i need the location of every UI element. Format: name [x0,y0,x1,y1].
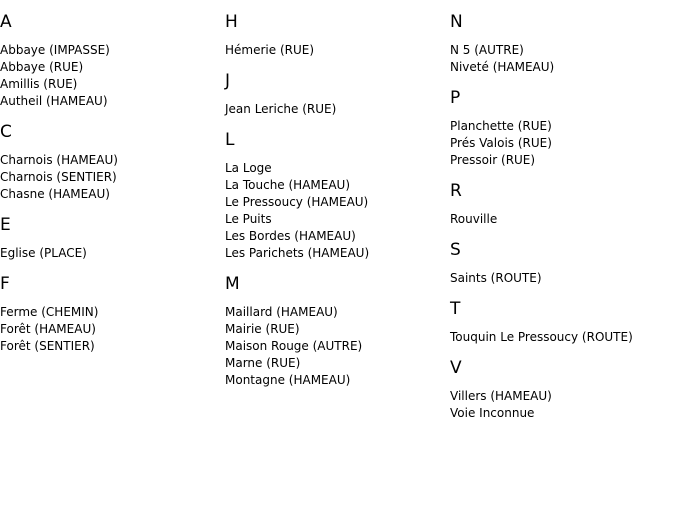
letter-heading: J [225,71,231,91]
letter-group-n [450,12,675,76]
street-link[interactable]: Pressoir (RUE) [450,153,536,167]
street-link[interactable]: Ferme (CHEMIN) [0,305,99,319]
street-list [225,304,450,389]
street-link[interactable]: Forêt (SENTIER) [0,339,95,353]
street-link[interactable]: Hémerie (RUE) [225,43,315,57]
street-link[interactable]: N 5 (AUTRE) [450,43,524,57]
letter-heading: H [225,12,238,32]
street-link[interactable]: Abbaye (IMPASSE) [0,43,110,57]
letter-heading: L [225,130,235,150]
street-link[interactable]: Niveté (HAMEAU) [450,60,555,74]
letter-heading: S [450,240,461,260]
letter-group-r [450,181,675,228]
street-link[interactable]: Marne (RUE) [225,356,301,370]
letter-group-e [0,215,225,262]
street-link[interactable]: Chasne (HAMEAU) [0,187,110,201]
letter-group-c [0,122,225,203]
letter-heading: R [450,181,462,201]
street-link[interactable]: Abbaye (RUE) [0,60,84,74]
street-link[interactable]: Charnois (HAMEAU) [0,153,118,167]
street-link[interactable]: Charnois (SENTIER) [0,170,117,184]
letter-group-l [225,130,450,262]
street-list [450,270,675,287]
letter-heading: C [0,122,12,142]
street-list [0,42,225,110]
street-link[interactable]: Les Parichets (HAMEAU) [225,246,370,260]
letter-group-m [225,274,450,389]
letter-group-s [450,240,675,287]
street-list [450,329,675,346]
letter-group-t [450,299,675,346]
street-link[interactable]: La Loge [225,161,272,175]
street-link[interactable]: Les Bordes (HAMEAU) [225,229,356,243]
street-link[interactable]: Amillis (RUE) [0,77,78,91]
letter-group-j [225,71,450,118]
street-link[interactable]: Montagne (HAMEAU) [225,373,351,387]
letter-group-f [0,274,225,355]
letter-group-p [450,88,675,169]
letter-heading: T [450,299,461,319]
street-index-column [0,0,225,355]
street-link[interactable]: Eglise (PLACE) [0,246,87,260]
street-index-column [225,0,450,389]
street-list [225,42,450,59]
street-list [450,388,675,422]
street-link[interactable]: Le Pressoucy (HAMEAU) [225,195,369,209]
street-link[interactable]: La Touche (HAMEAU) [225,178,351,192]
street-index-column [450,0,675,422]
street-link[interactable]: Jean Leriche (RUE) [225,102,337,116]
street-list [450,118,675,169]
street-link[interactable]: Saints (ROUTE) [450,271,542,285]
street-list [450,211,675,228]
street-link[interactable]: Prés Valois (RUE) [450,136,552,150]
street-link[interactable]: Rouville [450,212,498,226]
letter-group-a [0,12,225,110]
letter-heading: A [0,12,12,32]
street-link[interactable]: Autheil (HAMEAU) [0,94,108,108]
street-list [0,304,225,355]
street-list [0,245,225,262]
street-link[interactable]: Touquin Le Pressoucy (ROUTE) [450,330,633,344]
street-link[interactable]: Maison Rouge (AUTRE) [225,339,363,353]
letter-heading: F [0,274,10,294]
street-list [225,101,450,118]
street-list [0,152,225,203]
street-list [450,42,675,76]
letter-heading: P [450,88,461,108]
street-link[interactable]: Forêt (HAMEAU) [0,322,96,336]
letter-heading: M [225,274,240,294]
letter-heading: N [450,12,463,32]
street-link[interactable]: Maillard (HAMEAU) [225,305,338,319]
street-link[interactable]: Villers (HAMEAU) [450,389,552,403]
letter-group-v [450,358,675,422]
street-link[interactable]: Planchette (RUE) [450,119,552,133]
street-link[interactable]: Mairie (RUE) [225,322,300,336]
street-list [225,160,450,262]
letter-group-h [225,12,450,59]
street-link[interactable]: Voie Inconnue [450,406,535,420]
street-link[interactable]: Le Puits [225,212,272,226]
letter-heading: V [450,358,462,378]
letter-heading: E [0,215,11,235]
